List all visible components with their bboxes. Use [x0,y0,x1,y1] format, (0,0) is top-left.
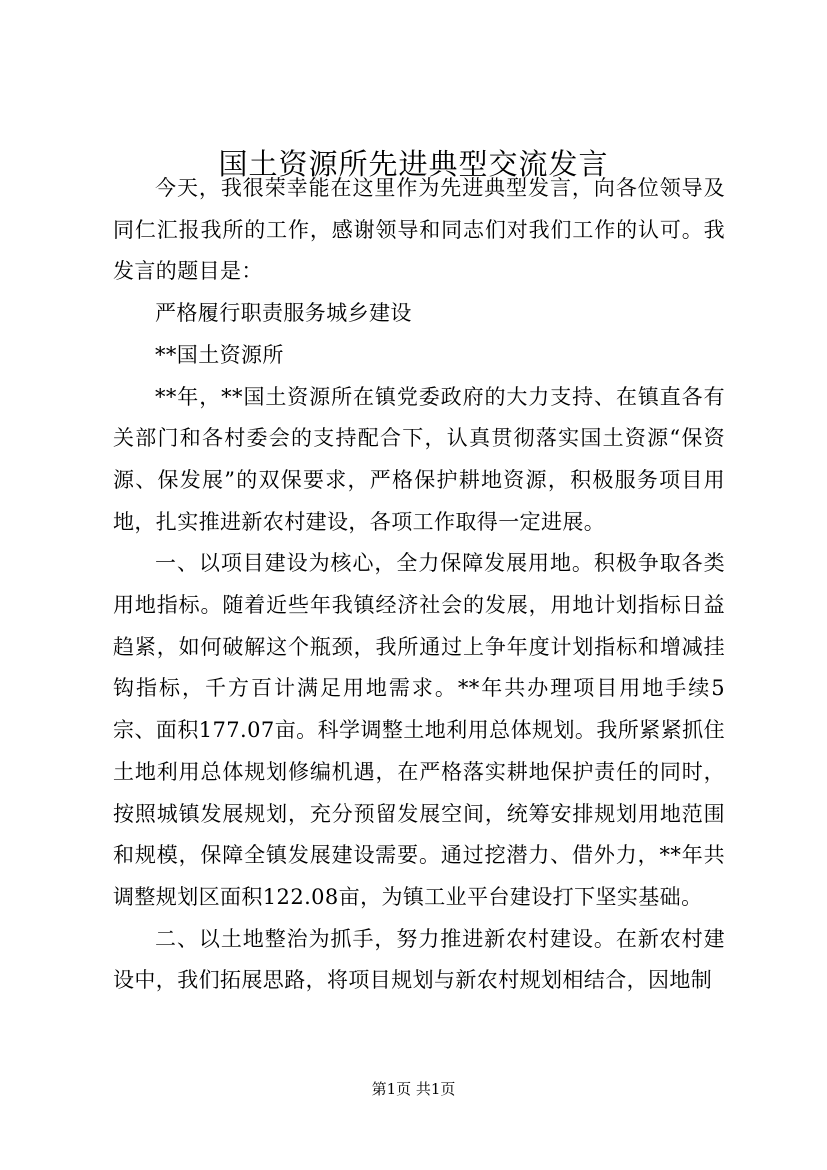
page-footer: 第1页 共1页 [371,1080,456,1098]
paragraph-intro: 今天，我很荣幸能在这里作为先进典型发言，向各位领导及同仁汇报我所的工作，感谢领导和同志们对我们工作的认可。我发言的题目是： [113,176,725,284]
document-body [113,168,725,1002]
paragraph-overview: **年，**国土资源所在镇党委政府的大力支持、在镇直各有关部门和各村委会的支持配合下，认真贯彻落实国土资源“保资源、保发展”的双保要求，严格保护耕地资源，积极服务项目用地，扎实推进新农村建设，各项工作取得一定进展。 [113,384,725,534]
paragraph-topic: 严格履行职责服务城乡建设 [155,301,412,326]
paragraph-section-one: 一、以项目建设为核心，全力保障发展用地。积极争取各类用地指标。随着近些年我镇经济社会的发展，用地计划指标日益趋紧，如何破解这个瓶颈，我所通过上争年度计划指标和增减挂钩指标，千方百计满足用地需求。**年共办理项目用地手续5宗、面积177.07亩。科学调整土地利用总体规划。我所紧紧抓住土地利用总体规划修编机遇，在严格落实耕地保护责任的同时，按照城镇发展规划，充分预留发展空间，统筹安排规划用地范围和规模，保障全镇发展建设需要。通过挖潜力、借外力，**年共调整规划区面积122.08亩，为镇工业平台建设打下坚实基础。 [113,551,725,909]
paragraph-author: **国土资源所 [155,342,284,367]
page-title: 国土资源所先进典型交流发言 [218,147,609,181]
paragraph-section-two: 二、以土地整治为抓手，努力推进新农村建设。在新农村建设中，我们拓展思路，将项目规划与新农村规划相结合，因地制 [113,926,725,993]
